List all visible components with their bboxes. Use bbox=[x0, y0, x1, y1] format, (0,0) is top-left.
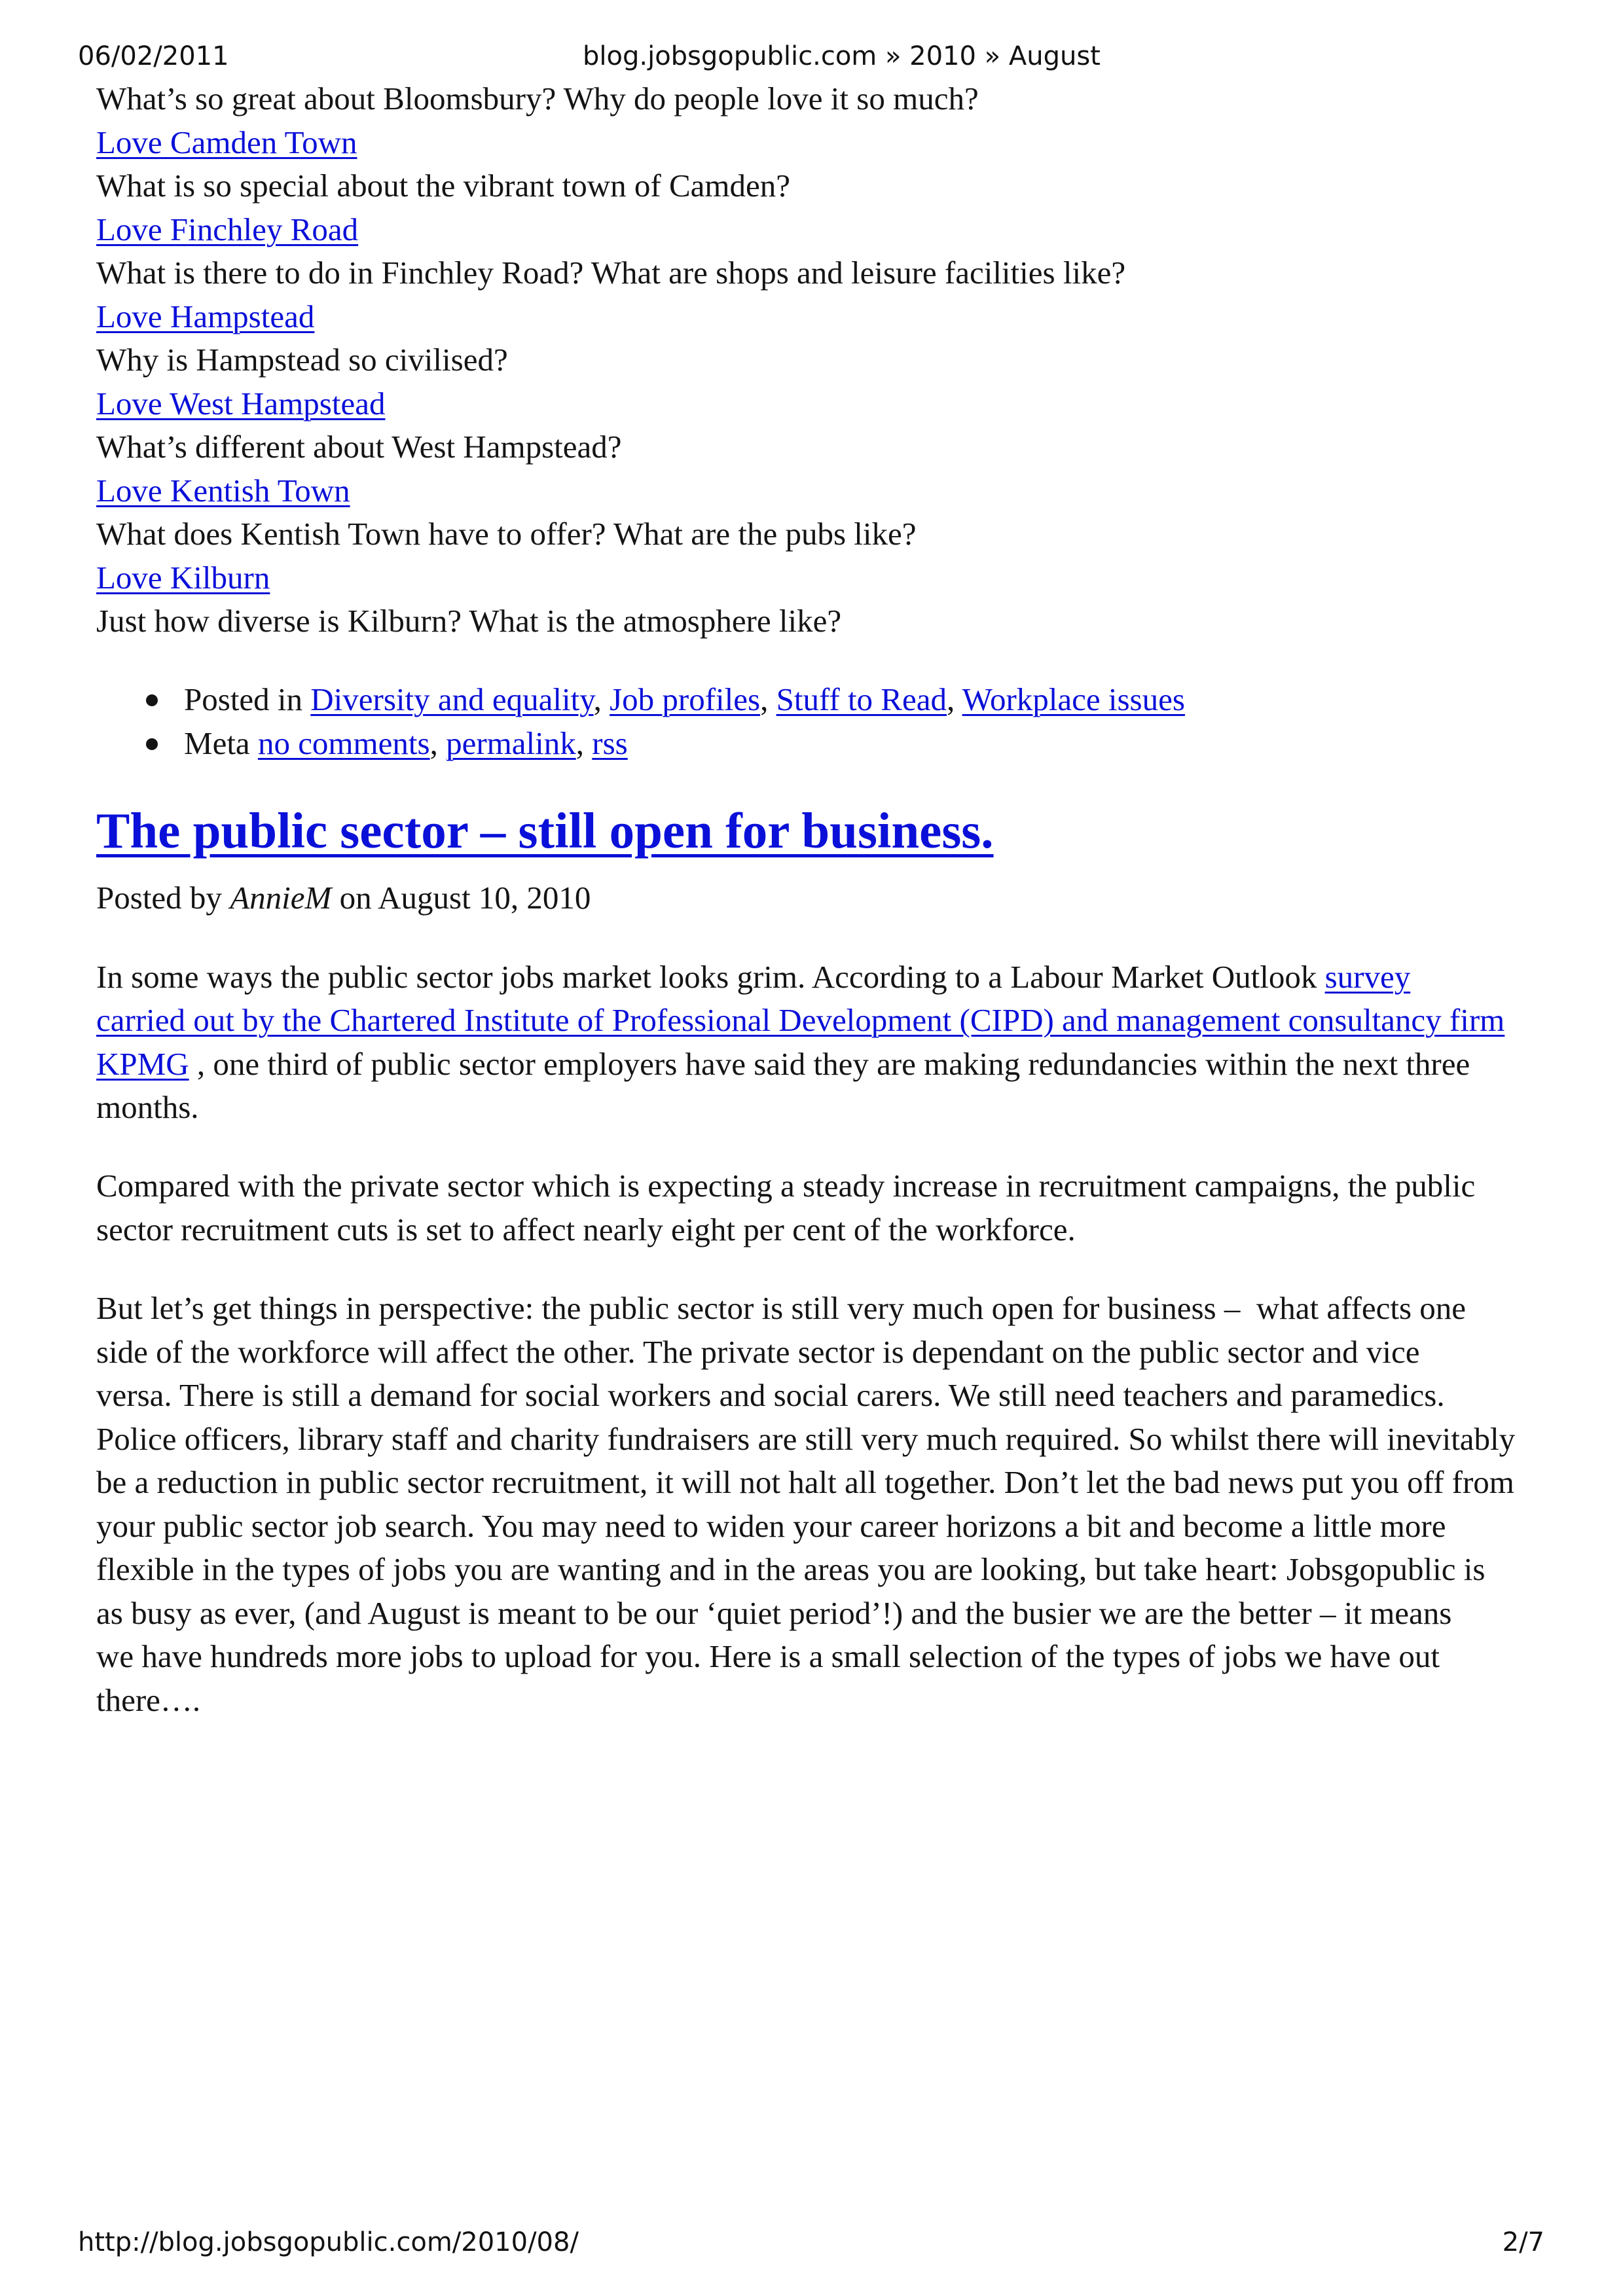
area-question: Just how diverse is Kilburn? What is the atmosphere like? bbox=[96, 603, 842, 639]
survey-link-continued[interactable]: carried out by the Chartered Institute of Professional Development (CIPD) and management consultancy firm bbox=[96, 1002, 1505, 1039]
meta-item: Meta no comments, permalink, rss bbox=[96, 722, 1537, 766]
area-link[interactable]: Love Kilburn bbox=[96, 559, 270, 596]
post-byline bbox=[96, 876, 1537, 920]
post-author: AnnieM bbox=[230, 880, 332, 916]
paragraph-line: sector recruitment cuts is set to affect nearly eight per cent of the workforce. bbox=[96, 1211, 1076, 1247]
area-link-kilburn bbox=[96, 556, 1537, 600]
category-link-diversity[interactable]: Diversity and equality bbox=[310, 681, 594, 718]
area-link-finchley-road bbox=[96, 208, 1537, 252]
area-link[interactable]: Love Hampstead bbox=[96, 298, 315, 334]
post-date: August 10, 2010 bbox=[378, 880, 591, 916]
area-link-hampstead bbox=[96, 295, 1537, 339]
area-question: Why is Hampstead so civilised? bbox=[96, 342, 508, 378]
paragraph-text: In some ways the public sector jobs market looks grim. According to a Labour Market Outlook bbox=[96, 958, 1325, 995]
paragraph-line bbox=[96, 999, 1537, 1043]
paragraph-line: we have hundreds more jobs to upload for you. Here is a small selection of the types of jobs we have out bbox=[96, 1638, 1440, 1675]
category-link-stuff-to-read[interactable]: Stuff to Read bbox=[776, 681, 947, 718]
paragraph-line: there…. bbox=[96, 1681, 201, 1718]
rss-link[interactable]: rss bbox=[592, 725, 628, 761]
bullet-icon bbox=[146, 738, 158, 750]
paragraph-line bbox=[96, 956, 1537, 999]
area-link-kentish-town bbox=[96, 469, 1537, 513]
meta-label: Meta bbox=[184, 725, 250, 761]
area-question: What is there to do in Finchley Road? What are shops and leisure facilities like? bbox=[96, 255, 1126, 291]
posted-in-item: Posted in Diversity and equality, Job profiles, Stuff to Read, Workplace issues bbox=[96, 678, 1537, 722]
byline-middle: on bbox=[339, 880, 372, 916]
paragraph-line: But let’s get things in perspective: the public sector is still very much open for business – what affects one bbox=[96, 1290, 1467, 1327]
byline-prefix: Posted by bbox=[96, 880, 222, 916]
category-link-job-profiles[interactable]: Job profiles bbox=[610, 681, 761, 718]
post-title-link[interactable]: The public sector – still open for business. bbox=[96, 802, 994, 859]
print-footer-page-number: 2/7 bbox=[1502, 2227, 1544, 2257]
survey-link-kpmg[interactable]: KPMG bbox=[96, 1045, 189, 1082]
paragraph-text: , one third of public sector employers have said they are making redundancies within the next three bbox=[189, 1045, 1470, 1082]
paragraph-line: your public sector job search. You may need to widen your career horizons a bit and become a little more bbox=[96, 1507, 1446, 1544]
blog-content bbox=[96, 77, 1537, 1722]
area-question: What does Kentish Town have to offer? What are the pubs like? bbox=[96, 516, 917, 552]
print-header-date: 06/02/2011 bbox=[78, 41, 229, 71]
area-question: What’s different about West Hampstead? bbox=[96, 429, 622, 465]
paragraph-line: months. bbox=[96, 1089, 199, 1126]
paragraph-line: flexible in the types of jobs you are wanting and in the areas you are looking, but take heart: Jobsgopublic is bbox=[96, 1551, 1486, 1588]
post-title bbox=[96, 799, 1537, 862]
survey-link[interactable]: survey bbox=[1324, 958, 1411, 995]
paragraph-line: as busy as ever, (and August is meant to be our ‘quiet period’!) and the busier we are the better – it means bbox=[96, 1594, 1452, 1631]
post-paragraph-2 bbox=[96, 1164, 1537, 1251]
paragraph-line: versa. There is still a demand for social workers and social carers. We still need teachers and paramedics. bbox=[96, 1377, 1445, 1414]
paragraph-line: side of the workforce will affect the other. The private sector is dependant on the public sector and vice bbox=[96, 1333, 1420, 1370]
paragraph-line: Compared with the private sector which is expecting a steady increase in recruitment campaigns, the public bbox=[96, 1168, 1476, 1204]
post-meta-list bbox=[96, 678, 1537, 765]
area-question: What’s so great about Bloomsbury? Why do people love it so much? bbox=[96, 81, 979, 117]
area-link-west-hampstead bbox=[96, 382, 1537, 426]
post-paragraph-3 bbox=[96, 1287, 1537, 1722]
area-question: What is so special about the vibrant town of Camden? bbox=[96, 168, 791, 204]
posted-in-label: Posted in bbox=[184, 681, 303, 718]
bullet-icon bbox=[146, 694, 158, 706]
paragraph-line bbox=[96, 1043, 1537, 1086]
paragraph-line: Police officers, library staff and charity fundraisers are still very much required. So whilst there will inevitably bbox=[96, 1420, 1516, 1457]
print-header-title: blog.jobsgopublic.com » 2010 » August bbox=[583, 41, 1101, 71]
category-link-workplace-issues[interactable]: Workplace issues bbox=[962, 681, 1185, 718]
area-link[interactable]: Love West Hampstead bbox=[96, 385, 386, 422]
post-paragraph-1 bbox=[96, 956, 1537, 1130]
comments-link[interactable]: no comments bbox=[257, 725, 430, 761]
area-link-camden-town bbox=[96, 121, 1537, 165]
permalink-link[interactable]: permalink bbox=[446, 725, 576, 761]
area-link[interactable]: Love Camden Town bbox=[96, 124, 357, 160]
area-link[interactable]: Love Finchley Road bbox=[96, 211, 359, 247]
area-link[interactable]: Love Kentish Town bbox=[96, 472, 350, 509]
print-footer-url: http://blog.jobsgopublic.com/2010/08/ bbox=[78, 2227, 579, 2257]
paragraph-line: be a reduction in public sector recruitment, it will not halt all together. Don’t let the bad news put you off from bbox=[96, 1464, 1514, 1501]
